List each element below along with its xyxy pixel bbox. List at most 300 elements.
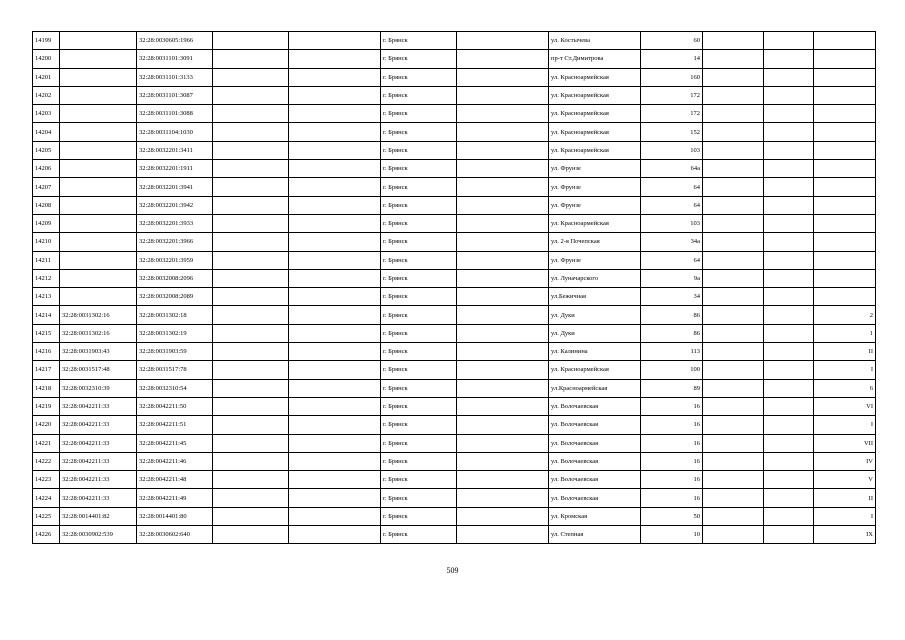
cell-city: г. Брянск: [381, 343, 457, 361]
page-number: 509: [446, 566, 459, 575]
cell-col-11: [764, 50, 814, 68]
cell-house-number: 16: [641, 471, 703, 489]
cell-col-7: [457, 343, 549, 361]
cell-col-4: [213, 123, 289, 141]
cell-street: ул. Дуки: [549, 306, 641, 324]
cell-city: г. Брянск: [381, 178, 457, 196]
cell-object-cadastral-number: 32:28:0031101:3133: [137, 68, 213, 86]
cell-row-number: 14199: [33, 32, 60, 50]
cell-city: г. Брянск: [381, 68, 457, 86]
cell-object-cadastral-number: 32:28:0031101:3087: [137, 86, 213, 104]
cell-city: г. Брянск: [381, 105, 457, 123]
cell-col-5: [289, 434, 381, 452]
cell-col-4: [213, 214, 289, 232]
cell-col-5: [289, 233, 381, 251]
table-row: [33, 269, 876, 287]
cell-col-5: [289, 416, 381, 434]
cell-col-5: [289, 160, 381, 178]
cell-col-7: [457, 251, 549, 269]
cell-col-10: [703, 196, 764, 214]
cell-parcel-cadastral-number: [60, 86, 137, 104]
cell-street: ул.Красноармейская: [549, 379, 641, 397]
cell-row-number: 14203: [33, 105, 60, 123]
cell-row-number: 14222: [33, 452, 60, 470]
cell-premises-number: [814, 141, 876, 159]
cell-col-11: [764, 196, 814, 214]
cell-parcel-cadastral-number: 32:28:0031903:43: [60, 343, 137, 361]
cell-col-10: [703, 141, 764, 159]
cell-col-4: [213, 489, 289, 507]
cell-col-11: [764, 68, 814, 86]
cell-col-5: [289, 123, 381, 141]
cell-row-number: 14209: [33, 214, 60, 232]
cell-col-5: [289, 507, 381, 525]
cell-col-4: [213, 196, 289, 214]
cell-object-cadastral-number: 32:28:0031517:78: [137, 361, 213, 379]
cell-parcel-cadastral-number: [60, 32, 137, 50]
cell-col-7: [457, 105, 549, 123]
cell-street: ул. Красноармейская: [549, 361, 641, 379]
cell-col-5: [289, 68, 381, 86]
cell-col-5: [289, 196, 381, 214]
cell-house-number: 16: [641, 452, 703, 470]
cell-col-11: [764, 233, 814, 251]
cell-street: ул.Бежичная: [549, 288, 641, 306]
cell-col-4: [213, 68, 289, 86]
cell-col-7: [457, 178, 549, 196]
cell-house-number: 160: [641, 68, 703, 86]
cell-col-5: [289, 471, 381, 489]
table-row: [33, 233, 876, 251]
cell-house-number: 60: [641, 32, 703, 50]
cell-street: ул. Фрунзе: [549, 160, 641, 178]
cell-parcel-cadastral-number: 32:28:0042211:33: [60, 489, 137, 507]
cell-house-number: 34а: [641, 233, 703, 251]
cell-col-10: [703, 489, 764, 507]
cell-house-number: 64: [641, 251, 703, 269]
cell-city: г. Брянск: [381, 434, 457, 452]
cell-row-number: 14226: [33, 526, 60, 544]
cell-parcel-cadastral-number: 32:28:0030902:539: [60, 526, 137, 544]
cell-col-4: [213, 416, 289, 434]
cell-street: ул. Красноармейская: [549, 123, 641, 141]
cell-col-10: [703, 306, 764, 324]
cell-col-7: [457, 123, 549, 141]
cell-parcel-cadastral-number: [60, 214, 137, 232]
cell-parcel-cadastral-number: 32:28:0042211:33: [60, 471, 137, 489]
table-row: [33, 196, 876, 214]
cell-col-5: [289, 251, 381, 269]
cell-parcel-cadastral-number: 32:28:0031517:48: [60, 361, 137, 379]
cell-street: ул. Волочаевская: [549, 489, 641, 507]
cell-col-11: [764, 214, 814, 232]
cell-col-10: [703, 160, 764, 178]
cell-city: г. Брянск: [381, 251, 457, 269]
cell-col-10: [703, 379, 764, 397]
cell-city: г. Брянск: [381, 324, 457, 342]
cell-object-cadastral-number: 32:28:0032201:3933: [137, 214, 213, 232]
cell-house-number: 172: [641, 86, 703, 104]
cell-house-number: 152: [641, 123, 703, 141]
cell-parcel-cadastral-number: 32:28:0031302:16: [60, 324, 137, 342]
cell-object-cadastral-number: 32:28:0042211:45: [137, 434, 213, 452]
cell-col-11: [764, 86, 814, 104]
cell-premises-number: II: [814, 489, 876, 507]
cell-row-number: 14202: [33, 86, 60, 104]
cell-premises-number: [814, 196, 876, 214]
cell-col-5: [289, 32, 381, 50]
cell-row-number: 14223: [33, 471, 60, 489]
cell-parcel-cadastral-number: [60, 288, 137, 306]
cell-col-7: [457, 471, 549, 489]
cell-object-cadastral-number: 32:28:0031302:19: [137, 324, 213, 342]
cell-premises-number: II: [814, 343, 876, 361]
cell-object-cadastral-number: 32:28:0042211:50: [137, 397, 213, 415]
cell-col-11: [764, 123, 814, 141]
cell-house-number: 14: [641, 50, 703, 68]
cell-house-number: 50: [641, 507, 703, 525]
cell-street: ул. 2-я Почепская: [549, 233, 641, 251]
table-row: [33, 141, 876, 159]
cell-premises-number: VI: [814, 397, 876, 415]
cell-col-11: [764, 452, 814, 470]
cell-col-7: [457, 86, 549, 104]
cell-premises-number: [814, 105, 876, 123]
cell-city: г. Брянск: [381, 32, 457, 50]
cell-city: г. Брянск: [381, 489, 457, 507]
cell-object-cadastral-number: 32:28:0042211:51: [137, 416, 213, 434]
cell-row-number: 14205: [33, 141, 60, 159]
cell-premises-number: [814, 214, 876, 232]
cell-house-number: 10: [641, 526, 703, 544]
cell-parcel-cadastral-number: [60, 233, 137, 251]
cell-parcel-cadastral-number: [60, 251, 137, 269]
cell-col-4: [213, 471, 289, 489]
cell-object-cadastral-number: 32:28:0042211:48: [137, 471, 213, 489]
cell-premises-number: [814, 32, 876, 50]
cell-city: г. Брянск: [381, 269, 457, 287]
cell-row-number: 14213: [33, 288, 60, 306]
cell-col-7: [457, 160, 549, 178]
cell-street: ул. Фрунзе: [549, 196, 641, 214]
cell-row-number: 14210: [33, 233, 60, 251]
cell-street: ул. Волочаевская: [549, 434, 641, 452]
cell-street: ул. Луначарского: [549, 269, 641, 287]
cell-house-number: 86: [641, 324, 703, 342]
cell-parcel-cadastral-number: [60, 178, 137, 196]
table-row: [33, 526, 876, 544]
cell-row-number: 14204: [33, 123, 60, 141]
cell-col-11: [764, 160, 814, 178]
cell-col-11: [764, 361, 814, 379]
cell-premises-number: V: [814, 471, 876, 489]
cell-row-number: 14201: [33, 68, 60, 86]
table-row: [33, 434, 876, 452]
cell-col-11: [764, 471, 814, 489]
cell-city: г. Брянск: [381, 160, 457, 178]
table-row: [33, 288, 876, 306]
cell-col-4: [213, 233, 289, 251]
cell-parcel-cadastral-number: 32:28:0042211:33: [60, 397, 137, 415]
cell-col-5: [289, 288, 381, 306]
cell-col-11: [764, 343, 814, 361]
cell-city: г. Брянск: [381, 50, 457, 68]
cell-col-4: [213, 397, 289, 415]
cell-object-cadastral-number: 32:28:0030602:640: [137, 526, 213, 544]
table-row: [33, 416, 876, 434]
cell-object-cadastral-number: 32:28:0031101:3091: [137, 50, 213, 68]
table-row: [33, 489, 876, 507]
cell-object-cadastral-number: 32:28:0031104:1030: [137, 123, 213, 141]
cell-object-cadastral-number: 32:28:0032201:3959: [137, 251, 213, 269]
cell-col-11: [764, 306, 814, 324]
cell-house-number: 64: [641, 196, 703, 214]
cell-col-10: [703, 214, 764, 232]
table-row: [33, 32, 876, 50]
cell-col-11: [764, 288, 814, 306]
cell-col-11: [764, 434, 814, 452]
cell-col-7: [457, 288, 549, 306]
cell-premises-number: [814, 233, 876, 251]
cell-street: ул. Красноармейская: [549, 68, 641, 86]
cell-street: ул. Фрунзе: [549, 178, 641, 196]
cell-premises-number: I: [814, 361, 876, 379]
cell-row-number: 14200: [33, 50, 60, 68]
table-row: [33, 507, 876, 525]
cell-house-number: 64а: [641, 160, 703, 178]
table-row: [33, 471, 876, 489]
cell-premises-number: 6: [814, 379, 876, 397]
table-row: [33, 214, 876, 232]
table-row: [33, 361, 876, 379]
cell-col-7: [457, 32, 549, 50]
cell-city: г. Брянск: [381, 141, 457, 159]
cell-parcel-cadastral-number: 32:28:0042211:33: [60, 434, 137, 452]
cell-city: г. Брянск: [381, 416, 457, 434]
cell-row-number: 14217: [33, 361, 60, 379]
table-row: [33, 452, 876, 470]
cell-street: ул. Красноармейская: [549, 214, 641, 232]
cell-street: ул. Костычева: [549, 32, 641, 50]
cell-parcel-cadastral-number: [60, 105, 137, 123]
table-row: [33, 306, 876, 324]
cell-col-11: [764, 526, 814, 544]
cell-object-cadastral-number: 32:28:0032201:3411: [137, 141, 213, 159]
cell-col-5: [289, 489, 381, 507]
cell-premises-number: [814, 50, 876, 68]
cell-street: ул. Дуки: [549, 324, 641, 342]
cell-col-4: [213, 251, 289, 269]
cell-col-10: [703, 288, 764, 306]
cell-object-cadastral-number: 32:28:0032201:1911: [137, 160, 213, 178]
cell-col-4: [213, 507, 289, 525]
cell-row-number: 14214: [33, 306, 60, 324]
cell-col-10: [703, 269, 764, 287]
cell-col-11: [764, 269, 814, 287]
table-row: [33, 105, 876, 123]
cell-col-10: [703, 105, 764, 123]
table-row: [33, 343, 876, 361]
cell-parcel-cadastral-number: 32:28:0014401:82: [60, 507, 137, 525]
cell-col-7: [457, 416, 549, 434]
cell-house-number: 86: [641, 306, 703, 324]
cell-col-5: [289, 214, 381, 232]
cell-object-cadastral-number: 32:28:0032201:3942: [137, 196, 213, 214]
cell-row-number: 14225: [33, 507, 60, 525]
cell-col-4: [213, 452, 289, 470]
cell-street: ул. Волочаевская: [549, 416, 641, 434]
cell-col-5: [289, 105, 381, 123]
cell-col-5: [289, 379, 381, 397]
cell-object-cadastral-number: 32:28:0031903:59: [137, 343, 213, 361]
cell-object-cadastral-number: 32:28:0042211:49: [137, 489, 213, 507]
cell-house-number: 64: [641, 178, 703, 196]
cell-col-10: [703, 50, 764, 68]
cell-object-cadastral-number: 32:28:0032008:2096: [137, 269, 213, 287]
cell-col-10: [703, 324, 764, 342]
cell-col-11: [764, 379, 814, 397]
cell-col-7: [457, 233, 549, 251]
cell-col-4: [213, 86, 289, 104]
table-body: [33, 32, 876, 544]
cell-col-4: [213, 526, 289, 544]
cell-street: ул. Фрунзе: [549, 251, 641, 269]
cell-col-5: [289, 526, 381, 544]
cell-col-4: [213, 434, 289, 452]
table-row: [33, 379, 876, 397]
cell-object-cadastral-number: 32:28:0032008:2089: [137, 288, 213, 306]
cell-street: ул. Волочаевская: [549, 397, 641, 415]
cell-parcel-cadastral-number: [60, 141, 137, 159]
cell-col-11: [764, 251, 814, 269]
cell-city: г. Брянск: [381, 379, 457, 397]
cell-col-5: [289, 324, 381, 342]
cell-street: ул. Красноармейская: [549, 86, 641, 104]
cell-col-10: [703, 471, 764, 489]
cell-col-4: [213, 141, 289, 159]
cell-col-5: [289, 141, 381, 159]
cell-col-4: [213, 324, 289, 342]
cell-col-7: [457, 526, 549, 544]
cell-col-4: [213, 50, 289, 68]
cell-house-number: 16: [641, 434, 703, 452]
table-row: [33, 50, 876, 68]
cell-street: ул. Волочаевская: [549, 471, 641, 489]
cell-premises-number: [814, 123, 876, 141]
registry-table: [32, 31, 876, 544]
cell-house-number: 16: [641, 489, 703, 507]
cell-city: г. Брянск: [381, 306, 457, 324]
cell-premises-number: [814, 251, 876, 269]
cell-col-5: [289, 306, 381, 324]
cell-col-7: [457, 214, 549, 232]
cell-city: г. Брянск: [381, 86, 457, 104]
cell-premises-number: [814, 160, 876, 178]
table-row: [33, 251, 876, 269]
cell-col-7: [457, 324, 549, 342]
cell-premises-number: IX: [814, 526, 876, 544]
cell-parcel-cadastral-number: [60, 68, 137, 86]
cell-premises-number: [814, 288, 876, 306]
cell-col-10: [703, 526, 764, 544]
cell-house-number: 89: [641, 379, 703, 397]
cell-premises-number: 2: [814, 306, 876, 324]
cell-col-10: [703, 343, 764, 361]
cell-col-10: [703, 361, 764, 379]
table-row: [33, 123, 876, 141]
cell-object-cadastral-number: 32:28:0032201:3966: [137, 233, 213, 251]
cell-col-7: [457, 379, 549, 397]
cell-object-cadastral-number: 32:28:0032201:3941: [137, 178, 213, 196]
cell-col-10: [703, 397, 764, 415]
cell-house-number: 9а: [641, 269, 703, 287]
cell-house-number: 34: [641, 288, 703, 306]
cell-row-number: 14221: [33, 434, 60, 452]
cell-col-4: [213, 343, 289, 361]
cell-col-7: [457, 507, 549, 525]
cell-row-number: 14215: [33, 324, 60, 342]
cell-parcel-cadastral-number: 32:28:0042211:33: [60, 416, 137, 434]
cell-col-7: [457, 269, 549, 287]
table-row: [33, 160, 876, 178]
cell-premises-number: 1: [814, 324, 876, 342]
cell-row-number: 14224: [33, 489, 60, 507]
cell-col-10: [703, 68, 764, 86]
cell-col-5: [289, 178, 381, 196]
cell-col-7: [457, 306, 549, 324]
cell-row-number: 14208: [33, 196, 60, 214]
cell-col-11: [764, 178, 814, 196]
cell-city: г. Брянск: [381, 526, 457, 544]
cell-col-10: [703, 434, 764, 452]
cell-col-7: [457, 434, 549, 452]
cell-city: г. Брянск: [381, 507, 457, 525]
cell-col-4: [213, 178, 289, 196]
cell-house-number: 172: [641, 105, 703, 123]
cell-house-number: 103: [641, 141, 703, 159]
cell-col-4: [213, 160, 289, 178]
cell-col-10: [703, 416, 764, 434]
table-row: [33, 397, 876, 415]
cell-street: ул. Калинина: [549, 343, 641, 361]
cell-col-5: [289, 361, 381, 379]
cell-col-4: [213, 306, 289, 324]
cell-city: г. Брянск: [381, 361, 457, 379]
cell-col-11: [764, 324, 814, 342]
cell-row-number: 14212: [33, 269, 60, 287]
cell-premises-number: I: [814, 507, 876, 525]
cell-col-7: [457, 452, 549, 470]
cell-col-11: [764, 105, 814, 123]
cell-city: г. Брянск: [381, 397, 457, 415]
cell-premises-number: [814, 86, 876, 104]
cell-col-10: [703, 86, 764, 104]
cell-city: г. Брянск: [381, 471, 457, 489]
cell-col-4: [213, 269, 289, 287]
cell-house-number: 16: [641, 416, 703, 434]
table-row: [33, 86, 876, 104]
cell-col-4: [213, 288, 289, 306]
cell-parcel-cadastral-number: [60, 196, 137, 214]
table-row: [33, 324, 876, 342]
cell-parcel-cadastral-number: [60, 269, 137, 287]
cell-house-number: 16: [641, 397, 703, 415]
cell-row-number: 14219: [33, 397, 60, 415]
cell-row-number: 14211: [33, 251, 60, 269]
cell-premises-number: [814, 178, 876, 196]
cell-parcel-cadastral-number: 32:28:0031302:16: [60, 306, 137, 324]
cell-object-cadastral-number: 32:28:0031302:18: [137, 306, 213, 324]
